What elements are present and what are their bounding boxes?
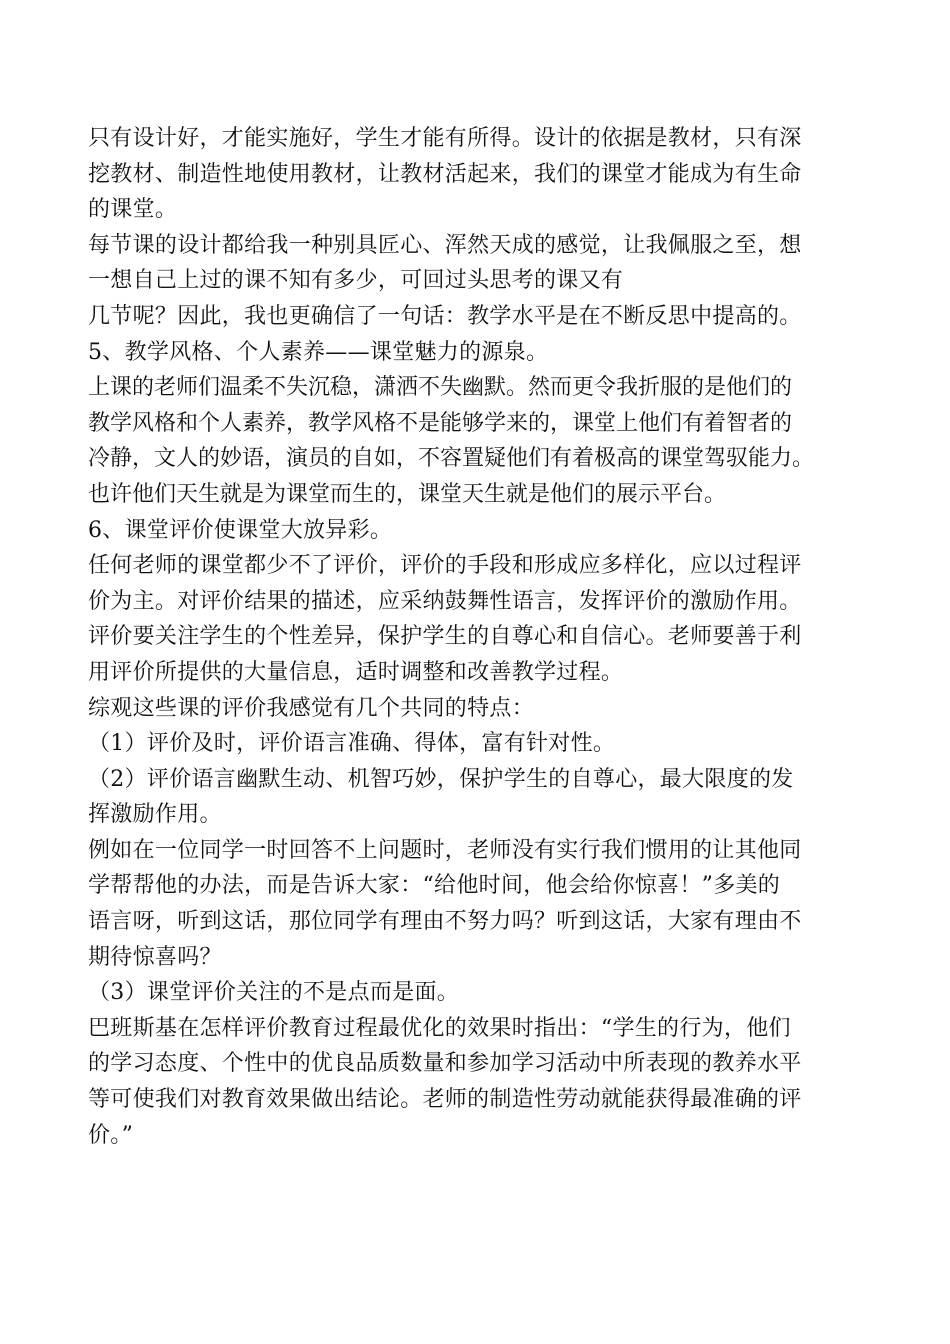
text-line: 学帮帮他的办法，而是告诉大家：“给他时间，他会给你惊喜！”多美的 — [88, 873, 781, 899]
paragraph-design — [88, 121, 868, 228]
text-line: 评价要关注学生的个性差异，保护学生的自尊心和自信心。老师要善于利 — [88, 624, 802, 650]
text-line: 6、课堂评价使课堂大放异彩。 — [88, 517, 393, 543]
paragraph-common-features — [88, 691, 868, 727]
paragraph-reflection — [88, 299, 868, 335]
list-item-1 — [88, 726, 868, 762]
text-line: （3）课堂评价关注的不是点而是面。 — [88, 980, 460, 1006]
text-line: 也许他们天生就是为课堂而生的，课堂天生就是他们的展示平台。 — [88, 481, 727, 507]
text-line: 5、教学风格、个人素养——课堂魅力的源泉。 — [88, 339, 549, 365]
heading-section-6 — [88, 513, 868, 549]
document-body — [88, 121, 868, 1153]
text-line: 等可使我们对教育效果做出结论。老师的制造性劳动就能获得最准确的评 — [88, 1087, 802, 1113]
text-line: 语言呀，听到这话，那位同学有理由不努力吗？听到这话，大家有理由不 — [88, 909, 802, 935]
text-line: 只有设计好，才能实施好，学生才能有所得。设计的依据是教材，只有深 — [88, 126, 802, 151]
text-line: 每节课的设计都给我一种别具匠心、浑然天成的感觉，让我佩服之至，想 — [88, 232, 802, 258]
text-line: 综观这些课的评价我感觉有几个共同的特点： — [88, 695, 535, 721]
text-line: 巴班斯基在怎样评价教育过程最优化的效果时指出：“学生的行为，他们 — [88, 1015, 791, 1041]
text-line: 价。” — [88, 1122, 134, 1148]
text-line: （2）评价语言幽默生动、机智巧妙，保护学生的自尊心，最大限度的发 — [88, 766, 794, 792]
text-line: 一想自己上过的课不知有多少，可回过头思考的课又有 — [88, 268, 624, 294]
list-item-3 — [88, 975, 868, 1011]
text-line: 挥激励作用。 — [88, 802, 222, 828]
paragraph-teaching-style — [88, 370, 868, 512]
text-line: 任何老师的课堂都少不了评价，评价的手段和形成应多样化，应以过程评 — [88, 553, 802, 579]
paragraph-evaluation — [88, 548, 868, 690]
text-line: （1）评价及时，评价语言准确、得体，富有针对性。 — [88, 731, 616, 757]
text-line: 价为主。对评价结果的描述，应采纳鼓舞性语言，发挥评价的激励作用。 — [88, 588, 802, 614]
text-line: 挖教材、制造性地使用教材，让教材活起来，我们的课堂才能成为有生命 — [88, 161, 802, 187]
text-line: 例如在一位同学一时回答不上问题时，老师没有实行我们惯用的让其他同 — [88, 837, 802, 863]
paragraph-babansky-quote — [88, 1011, 868, 1153]
text-line: 的课堂。 — [88, 197, 178, 223]
text-line: 上课的老师们温柔不失沉稳，潇洒不失幽默。然而更令我折服的是他们的 — [88, 375, 793, 401]
paragraph-example — [88, 833, 868, 975]
text-line: 冷静，文人的妙语，演员的自如，不容置疑他们有着极高的课堂驾驭能力。 — [88, 446, 815, 472]
heading-section-5 — [88, 335, 868, 371]
text-line: 期待惊喜吗？ — [88, 944, 222, 970]
list-item-2 — [88, 762, 868, 833]
text-line: 的学习态度、个性中的优良品质数量和参加学习活动中所表现的教养水平 — [88, 1051, 802, 1077]
text-line: 几节呢？因此，我也更确信了一句话：教学水平是在不断反思中提高的。 — [88, 303, 802, 329]
paragraph-lesson-design — [88, 228, 868, 299]
text-line: 用评价所提供的大量信息，适时调整和改善教学过程。 — [88, 659, 624, 685]
text-line: 教学风格和个人素养，教学风格不是能够学来的，课堂上他们有着智者的 — [88, 410, 793, 436]
